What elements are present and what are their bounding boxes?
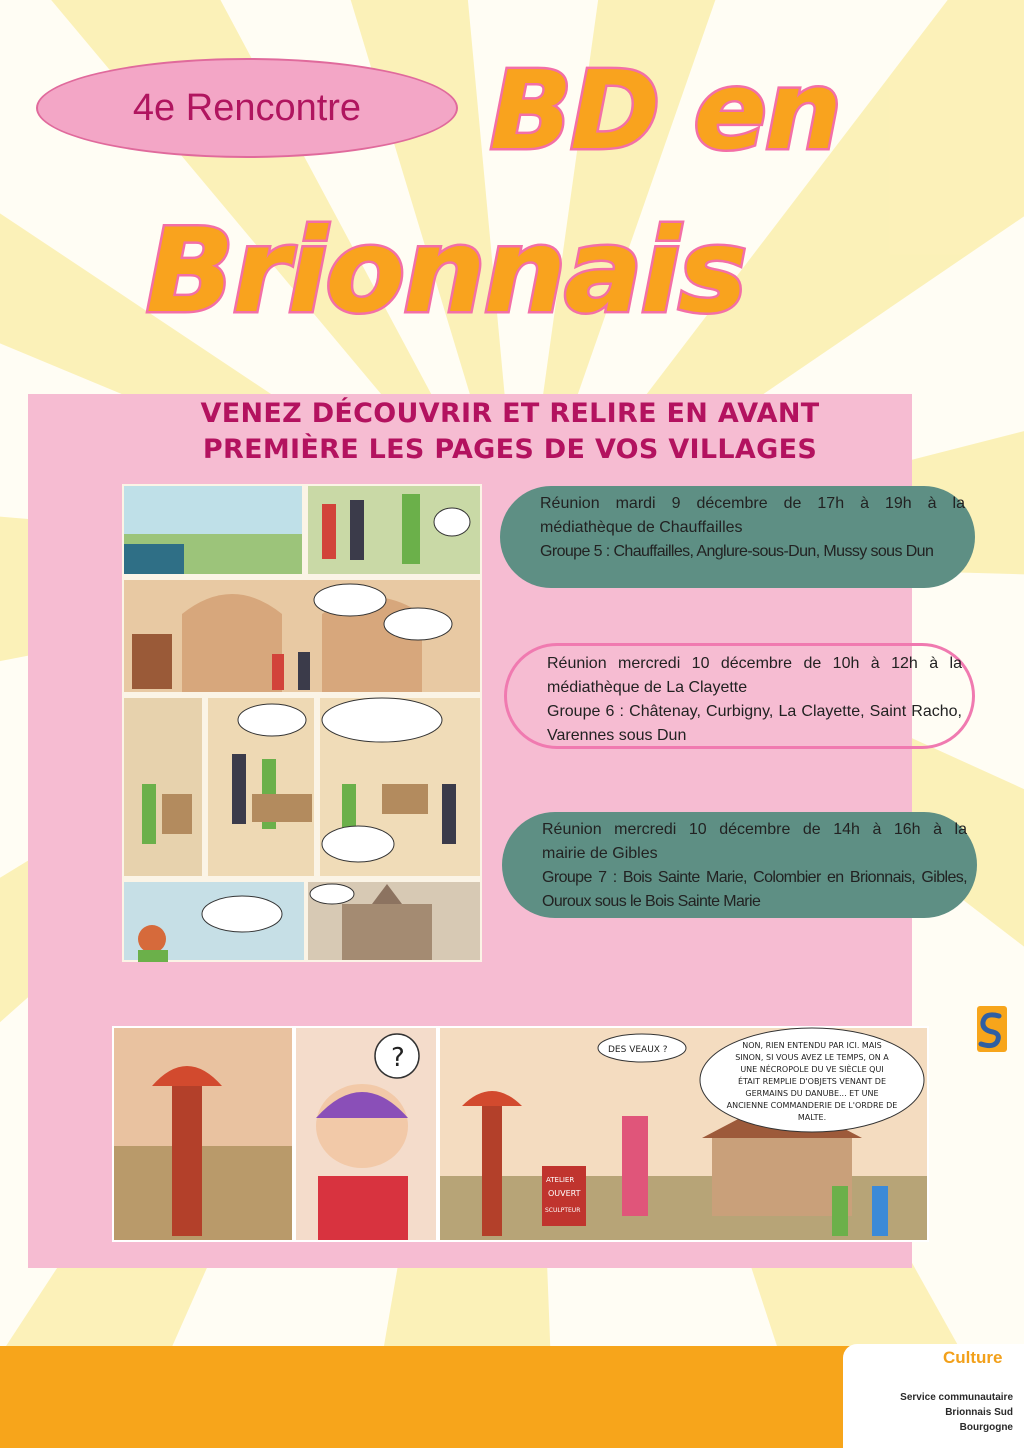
meeting-1-line-2: médiathèque de Chauffailles <box>540 519 743 536</box>
service-line-1: Service communautaire <box>900 1392 1013 1403</box>
sign-mid: OUVERT <box>548 1189 581 1198</box>
meeting-2-line-1: Réunion mercredi 10 décembre de 10h à 12h à la <box>547 655 962 672</box>
question-bubble: ? <box>391 1043 405 1073</box>
headline <box>120 396 900 468</box>
reply-bubble-line: MALTE. <box>797 1113 827 1122</box>
comic-page-image <box>122 484 482 962</box>
des-veaux-bubble: DES VEAUX ? <box>608 1045 668 1055</box>
reply-bubble-line: GERMAINS DU DANUBE... ET UNE <box>745 1089 879 1098</box>
meeting-3-group-2: Ouroux sous le Bois Sainte Marie <box>542 893 761 910</box>
reply-bubble-line: SINON, SI VOUS AVEZ LE TEMPS, ON A <box>735 1053 889 1062</box>
headline-line-1: VENEZ DÉCOUVRIR ET RELIRE EN AVANT <box>200 398 820 429</box>
meeting-2-group-1: Groupe 6 : Châtenay, Curbigny, La Clayette, Saint Racho, <box>547 703 962 720</box>
sign-top: ATELIER <box>546 1176 575 1184</box>
s-logo-icon <box>971 1006 1007 1052</box>
meeting-2-group-2: Varennes sous Dun <box>547 727 687 744</box>
reply-bubble-line: UNE NÉCROPOLE DU VE SIÈCLE QUI <box>740 1065 884 1074</box>
headline-line-2: PREMIÈRE LES PAGES DE VOS VILLAGES <box>202 434 818 465</box>
meeting-1-group: Groupe 5 : Chauffailles, Anglure-sous-Dun, Mussy sous Dun <box>540 543 934 560</box>
sign-bot: SCULPTEUR <box>545 1207 581 1214</box>
title-line-1: BD en <box>490 49 840 174</box>
meeting-1-line-1: Réunion mardi 9 décembre de 17h à 19h à la <box>540 495 965 512</box>
rencontre-badge <box>36 58 458 158</box>
meeting-3-line-1: Réunion mercredi 10 décembre de 14h à 16h à la <box>542 821 967 838</box>
logo-card <box>843 1044 1024 1448</box>
meeting-card-1 <box>500 486 975 588</box>
title-line-2: Brionnais <box>146 204 746 339</box>
meeting-card-2 <box>504 643 975 749</box>
reply-bubble-line: NON, RIEN ENTENDU PAR ICI. MAIS <box>742 1041 882 1050</box>
service-line-2: Brionnais Sud Bourgogne <box>945 1407 1013 1433</box>
meeting-2-line-2: médiathèque de La Clayette <box>547 679 748 696</box>
rencontre-label: 4e Rencontre <box>132 86 362 129</box>
meeting-3-line-2: mairie de Gibles <box>542 845 658 862</box>
meeting-3-group-1: Groupe 7 : Bois Sainte Marie, Colombier en Brionnais, Gibles, <box>542 869 967 886</box>
reply-bubble-line: ÉTAIT REMPLIE D'OBJETS VENANT DE <box>737 1077 887 1086</box>
culture-label: Culture <box>943 1348 1003 1367</box>
comic-strip-image <box>112 1026 929 1242</box>
meeting-card-3 <box>502 812 977 918</box>
reply-bubble-line: ANCIENNE COMMANDERIE DE L'ORDRE DE <box>726 1101 898 1110</box>
service-label <box>897 1390 1013 1435</box>
